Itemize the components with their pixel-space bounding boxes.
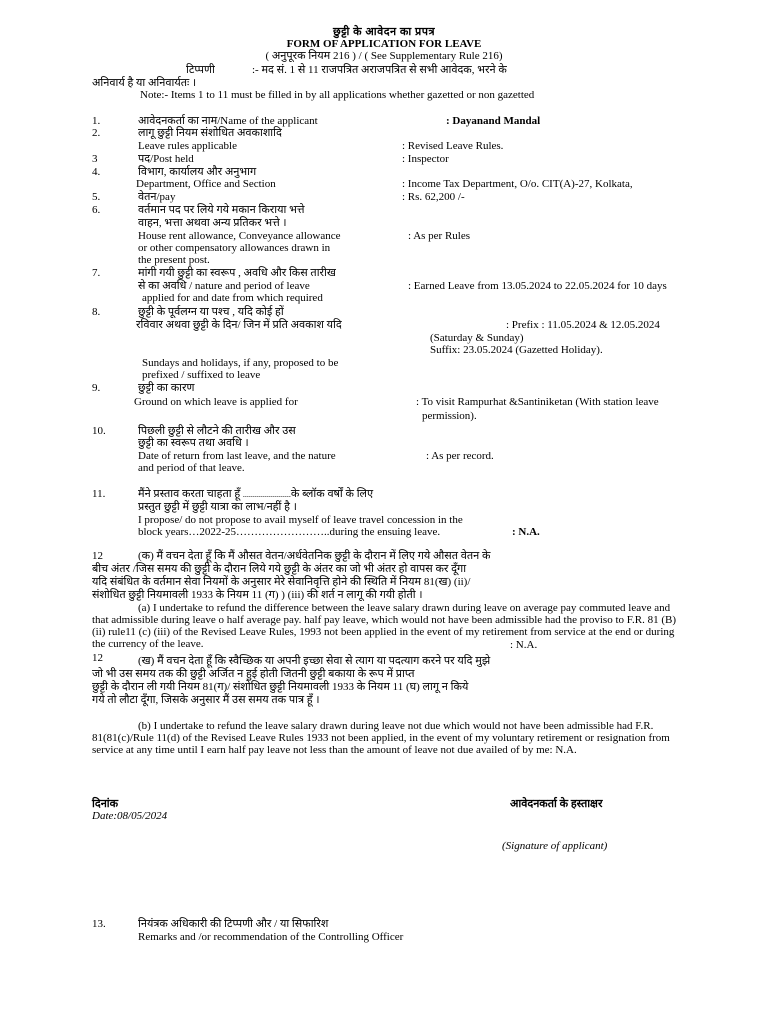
- hindi-date-label: दिनांक: [92, 798, 119, 810]
- item-9-num: 9.: [92, 382, 101, 394]
- date: Date:08/05/2024: [92, 810, 168, 822]
- item-12b-hindi-3c: के नियम 11 (घ) लागू न किये: [356, 681, 469, 693]
- item-3-label: /Post held: [150, 153, 194, 165]
- item-10-label-1: Date of return from last leave, and the nature: [138, 450, 336, 462]
- item-9-label: Ground on which leave is applied for: [134, 396, 298, 408]
- item-9-value-1: : To visit Rampurhat &Santiniketan (With station leave: [416, 396, 659, 408]
- item-4-label: Department, Office and Section: [136, 178, 276, 190]
- rule-line-suffix: 216 ) / ( See Supplementary Rule 216): [332, 50, 503, 62]
- hindi-note-line-1: :- मद सं. 1 से 11 राजपत्रित अराजपत्रित से सभी आवेदक, भरने के: [252, 64, 507, 76]
- item-10-label-2: and period of that leave.: [138, 462, 245, 474]
- item-1-num: 1.: [92, 115, 101, 127]
- item-11-num: 11.: [92, 488, 106, 500]
- item-10-num: 10.: [92, 425, 106, 437]
- item-5-row: [138, 191, 175, 203]
- item-6-hindi-2: वाहन, भत्ता अथवा अन्य प्रतिकर भत्ते ।: [138, 217, 287, 229]
- item-6-hindi-1: वर्तमान पद पर लिये गये मकान किराया भत्ते: [138, 204, 305, 216]
- item-11-value: : N.A.: [512, 526, 540, 538]
- item-7-row: [138, 280, 310, 292]
- item-8-hindi-2: रविवार अथवा छुट्टी के दिन/ जिन में प्रति अवकाश यदि: [136, 319, 342, 331]
- item-12b-hindi-1: (ख) मैं वचन देता हूँ कि स्वैच्छिक या अपनी इच्छा सेवा से त्याग या पदत्याग करने पर यदि मुझे: [138, 655, 491, 667]
- signature-label: (Signature of applicant): [502, 840, 608, 852]
- item-4-num: 4.: [92, 166, 101, 178]
- item-12b-hindi-2: जो भी उस समय तक की छुट्टी अर्जित न हुई होती जितनी छुट्टी बकाया के रूप में प्राप्त: [92, 668, 415, 680]
- item-10-hindi-2: छुट्टी का स्वरूप तथा अवधि ।: [138, 437, 249, 449]
- note: Note:- Items 1 to 11 must be filled in by all applications whether gazetted or non gazetted: [140, 89, 535, 101]
- item-2-label: Leave rules applicable: [138, 140, 237, 152]
- item-8-value-1: : Prefix : 11.05.2024 & 12.05.2024: [506, 319, 660, 331]
- item-1-label: /Name of the applicant: [217, 115, 318, 127]
- item-12a-hindi-4b: के नियम 11 (ग) ) (iii) की शर्त न लागू की गयी होती ।: [215, 589, 423, 601]
- form-title: FORM OF APPLICATION FOR LEAVE: [286, 38, 482, 50]
- item-5-num: 5.: [92, 191, 101, 203]
- item-11-label-1: I propose/ do not propose to avail myself of leave travel concession in the: [138, 514, 463, 526]
- item-8-label-1: Sundays and holidays, if any, proposed to be: [142, 357, 339, 369]
- item-7-hindi-2: से का अवधि: [138, 280, 187, 292]
- hindi-signature-label: आवेदनकर्ता के हस्ताक्षर: [510, 798, 603, 810]
- item-2-num: 2.: [92, 127, 101, 139]
- item-12a-text: (a) I undertake to refund the difference between the leave salary drawn during leave on average pay commuted leave and that admissible during leave o half average pay. half pay leave, which would not have been admissible had the proviso to F.R. 81 (B)(ii) rule11 (c) (iii) of the Revised Leave Rules, 1993 not been applied in the event of my retirement from service at the end or during the currency of the leave.: [92, 602, 676, 650]
- item-3-value: : Inspector: [402, 153, 449, 165]
- item-12a-value: : N.A.: [510, 639, 538, 651]
- item-9-hindi: छुट्टी का कारण: [138, 382, 195, 394]
- item-6-label-2: or other compensatory allowances drawn in: [138, 242, 331, 254]
- item-7-value: : Earned Leave from 13.05.2024 to 22.05.2024 for 10 days: [408, 280, 667, 292]
- rule-line: [0, 50, 768, 62]
- item-7-label-1: / nature and period of leave: [189, 280, 310, 292]
- item-4-value: : Income Tax Department, O/o. CIT(A)-27, Kolkata,: [402, 178, 633, 190]
- item-12a-hindi-3-num: 81(ख) (ii)/: [423, 576, 471, 588]
- item-13-hindi: नियंत्रक अधिकारी की टिप्पणी और / या सिफारिश: [138, 918, 329, 930]
- item-8-num: 8.: [92, 306, 101, 318]
- item-12a-hindi-2: बीच अंतर /जिस समय की छुट्टी के दौरान लिये गये छुट्टी के अंतर का जो भी अंतर हो वापस कर दूँगा: [92, 563, 467, 575]
- item-6-num: 6.: [92, 204, 101, 216]
- item-12a-hindi-4-year: 1933: [191, 589, 214, 601]
- hindi-note-label: टिप्पणी: [186, 64, 215, 76]
- item-7-hindi-1: मांगी गयी छुट्टी का स्वरूप , अवधि और किस तारीख: [138, 267, 336, 279]
- item-3-num: 3: [92, 153, 98, 165]
- item-5-label: /pay: [156, 191, 176, 203]
- item-1-hindi: आवेदनकर्ता का नाम: [138, 115, 218, 127]
- item-12b-hindi-3-year: 1933: [332, 681, 355, 693]
- item-12a-num: 12: [92, 550, 103, 562]
- item-8-label-2: prefixed / suffixed to leave: [142, 369, 261, 381]
- item-11-hindi-2: प्रस्तुत छुट्टी में छुट्टी यात्रा का लाभ/नहीं है ।: [138, 501, 297, 513]
- item-11-hindi-row-1: [138, 488, 373, 501]
- item-11-hindi-1: मैंने प्रस्ताव करता चाहता हूँ: [138, 488, 241, 500]
- item-9-value-2: permission).: [422, 410, 477, 422]
- item-5-value: : Rs. 62,200 /-: [402, 191, 465, 203]
- item-11-hindi-dots: ........................: [242, 490, 291, 499]
- item-3-hindi: पद: [138, 153, 151, 165]
- item-12b-hindi-3: छुट्टी के दौरान ली गयी नियम: [92, 681, 200, 693]
- item-8-value-2: (Saturday & Sunday): [430, 332, 524, 344]
- item-2-value: : Revised Leave Rules.: [402, 140, 504, 152]
- item-12a-hindi-row-4: [92, 589, 423, 601]
- item-1-value: : Dayanand Mandal: [446, 115, 541, 127]
- item-12b-hindi-3-num: 81(ग)/: [202, 681, 231, 693]
- item-10-value: : As per record.: [426, 450, 494, 462]
- item-3-row: [138, 153, 194, 165]
- item-12b-hindi-3b: संशोधित छुट्टी नियमावली: [233, 681, 330, 693]
- item-7-label-2: applied for and date from which required: [142, 292, 323, 304]
- item-6-value: : As per Rules: [408, 230, 471, 242]
- item-6-label-1: House rent allowance, Conveyance allowance: [138, 230, 341, 242]
- item-12a-hindi-1: (क) मैं वचन देता हूँ कि मैं औसत वेतन/अर्धवेतनिक छुट्टी के दौरान में लिए गये औसत वेतन के: [138, 550, 491, 562]
- item-12a-hindi-3: यदि संबंधित के वर्तमान सेवा नियमों के अनुसार मेरे सेवानिवृत्ति होने की स्थिति में नियम: [92, 576, 422, 588]
- item-11-label-2: block years…2022-25……………………..during the ensuing leave.: [138, 526, 441, 538]
- hindi-title: छुट्टी के आवेदन का प्रपत्र: [332, 26, 436, 38]
- item-12b-text: (b) I undertake to refund the leave salary drawn during leave not due which would not have been admissible had F.R. 81(81(c)/Rule 11(d) of the Revised Leave Rules 1933 not been applied, in the event of my voluntary retirement or resignation from service at any time until I earn half pay leave not less than the amount of leave not due availed of by me: N.A.: [92, 720, 670, 756]
- item-2-hindi: लागू छुट्टी नियम संशोधित अवकाशादि: [138, 127, 282, 139]
- item-7-num: 7.: [92, 267, 101, 279]
- item-13-label: Remarks and /or recommendation of the Controlling Officer: [138, 931, 404, 943]
- item-4-hindi: विभाग, कार्यालय और अनुभाग: [138, 166, 257, 178]
- rule-line-prefix: ( अनुपूरक नियम: [265, 50, 331, 62]
- item-12b-hindi-4: गये तो लौटा दूँगा, जिसके अनुसार मैं उस समय तक पात्र हूँ ।: [92, 694, 320, 706]
- item-10-hindi-1: पिछली छुट्टी से लौटने की तारीख और उस: [138, 425, 296, 437]
- item-5-hindi: वेतन: [138, 191, 157, 203]
- item-12b-hindi-row-3: [92, 681, 468, 693]
- item-11-hindi-1b: के ब्लॉक वर्षों के लिए: [290, 488, 374, 500]
- hindi-note-line-2: अनिवार्य है या अनिवार्यतः ।: [92, 77, 197, 89]
- item-8-value-3: Suffix: 23.05.2024 (Gazetted Holiday).: [430, 344, 603, 356]
- item-8-hindi-1: छुट्टी के पूर्वलग्न या पश्च , यदि कोई हों: [138, 306, 284, 318]
- item-13-num: 13.: [92, 918, 106, 930]
- item-12a-hindi-row-3: [92, 576, 470, 588]
- item-6-label-3: the present post.: [138, 254, 210, 266]
- item-12b-num: 12: [92, 652, 103, 664]
- item-1-row: [138, 115, 318, 127]
- item-12a-hindi-4: संशोधित छुट्टी नियमावली: [92, 589, 189, 601]
